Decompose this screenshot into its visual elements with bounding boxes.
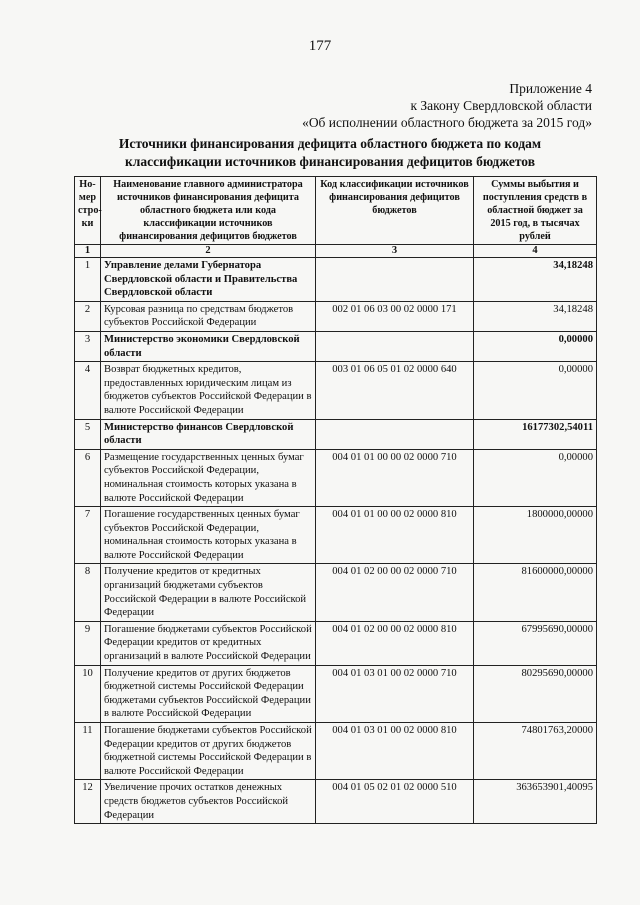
- row-name-cell: Погашение бюджетами субъектов Российской Федерации кредитов от кредитных организаций в валюте Российской Федерации: [101, 621, 316, 665]
- row-name-cell: Управление делами Губернатора Свердловской области и Правительства Свердловской области: [101, 258, 316, 302]
- row-code-cell: [316, 331, 474, 361]
- table-row: [75, 621, 597, 665]
- row-sum-cell: 0,00000: [474, 331, 597, 361]
- row-sum-cell: 16177302,54011: [474, 419, 597, 449]
- appendix-line-1: Приложение 4: [509, 81, 592, 96]
- appendix-line-2: к Закону Свердловской области: [410, 98, 592, 113]
- header-code: Код классификации источников финансирования дефицитов бюджетов: [316, 177, 474, 245]
- title-line-2: классификации источников финансирования дефицитов бюджетов: [125, 154, 535, 169]
- table-row: [75, 331, 597, 361]
- column-number: 4: [474, 245, 597, 258]
- row-code-cell: 004 01 03 01 00 02 0000 710: [316, 665, 474, 722]
- row-name-cell: Погашение бюджетами субъектов Российской Федерации кредитов от других бюджетов бюджетной системы Российской Федерации в валюте Российской Федерации: [101, 723, 316, 780]
- table-body: [75, 258, 597, 824]
- row-code-cell: 004 01 05 02 01 02 0000 510: [316, 780, 474, 824]
- column-number: 2: [101, 245, 316, 258]
- title-line-1: Источники финансирования дефицита областного бюджета по кодам: [118, 136, 542, 151]
- row-sum-cell: 81600000,00000: [474, 564, 597, 621]
- row-code-cell: 004 01 02 00 00 02 0000 710: [316, 564, 474, 621]
- row-sum-cell: 34,18248: [474, 301, 597, 331]
- row-number-cell: 8: [75, 564, 101, 621]
- row-sum-cell: 0,00000: [474, 449, 597, 506]
- row-name-cell: Возврат бюджетных кредитов, предоставленных юридическим лицам из бюджетов субъектов Российской Федерации в валюте Российской Федерации: [101, 362, 316, 419]
- appendix-note: [262, 80, 592, 131]
- column-number-row: [75, 245, 597, 258]
- table-row: [75, 507, 597, 564]
- document-title: [60, 135, 600, 171]
- table-row: [75, 665, 597, 722]
- row-sum-cell: 363653901,40095: [474, 780, 597, 824]
- page-number: 177: [308, 38, 332, 54]
- table-row: [75, 419, 597, 449]
- row-sum-cell: 1800000,00000: [474, 507, 597, 564]
- appendix-line-3: «Об исполнении областного бюджета за 2015 год»: [302, 115, 592, 130]
- row-code-cell: [316, 258, 474, 302]
- row-sum-cell: 80295690,00000: [474, 665, 597, 722]
- row-number-cell: 7: [75, 507, 101, 564]
- row-name-cell: Погашение государственных ценных бумаг субъектов Российской Федерации, номинальная стоимость которых указана в валюте Российской Федерации: [101, 507, 316, 564]
- header-name: Наименование главного администратора источников финансирования дефицита областного бюджета или кода классификации источников финансирования дефицитов бюджетов: [101, 177, 316, 245]
- row-number-cell: 1: [75, 258, 101, 302]
- table-row: [75, 723, 597, 780]
- row-number-cell: 4: [75, 362, 101, 419]
- row-number-cell: 10: [75, 665, 101, 722]
- column-number: 1: [75, 245, 101, 258]
- row-sum-cell: 67995690,00000: [474, 621, 597, 665]
- column-number: 3: [316, 245, 474, 258]
- table-row: [75, 301, 597, 331]
- row-code-cell: 003 01 06 05 01 02 0000 640: [316, 362, 474, 419]
- row-name-cell: Увеличение прочих остатков денежных средств бюджетов субъектов Российской Федерации: [101, 780, 316, 824]
- table-header-row: [75, 177, 597, 245]
- table-row: [75, 362, 597, 419]
- row-sum-cell: 74801763,20000: [474, 723, 597, 780]
- row-number-cell: 12: [75, 780, 101, 824]
- row-sum-cell: 34,18248: [474, 258, 597, 302]
- row-code-cell: 004 01 01 00 00 02 0000 810: [316, 507, 474, 564]
- row-code-cell: [316, 419, 474, 449]
- row-number-cell: 9: [75, 621, 101, 665]
- row-number-cell: 11: [75, 723, 101, 780]
- financing-sources-table: [74, 176, 597, 824]
- row-name-cell: Получение кредитов от других бюджетов бюджетной системы Российской Федерации бюджетами субъектов Российской Федерации в валюте Российской Федерации: [101, 665, 316, 722]
- row-name-cell: Курсовая разница по средствам бюджетов субъектов Российской Федерации: [101, 301, 316, 331]
- table-row: [75, 780, 597, 824]
- row-number-cell: 3: [75, 331, 101, 361]
- row-code-cell: 002 01 06 03 00 02 0000 171: [316, 301, 474, 331]
- row-name-cell: Министерство экономики Свердловской области: [101, 331, 316, 361]
- table-row: [75, 449, 597, 506]
- row-code-cell: 004 01 03 01 00 02 0000 810: [316, 723, 474, 780]
- table-row: [75, 258, 597, 302]
- row-name-cell: Получение кредитов от кредитных организаций бюджетами субъектов Российской Федерации в валюте Российской Федерации: [101, 564, 316, 621]
- row-number-cell: 2: [75, 301, 101, 331]
- row-number-cell: 6: [75, 449, 101, 506]
- table-row: [75, 564, 597, 621]
- row-name-cell: Министерство финансов Свердловской области: [101, 419, 316, 449]
- row-name-cell: Размещение государственных ценных бумаг субъектов Российской Федерации, номинальная стоимость которых указана в валюте Российской Федерации: [101, 449, 316, 506]
- row-number-cell: 5: [75, 419, 101, 449]
- header-num: Но-мер стро-ки: [75, 177, 101, 245]
- row-code-cell: 004 01 01 00 00 02 0000 710: [316, 449, 474, 506]
- header-sum: Суммы выбытия и поступления средств в областной бюджет за 2015 год, в тысячах рублей: [474, 177, 597, 245]
- row-sum-cell: 0,00000: [474, 362, 597, 419]
- row-code-cell: 004 01 02 00 00 02 0000 810: [316, 621, 474, 665]
